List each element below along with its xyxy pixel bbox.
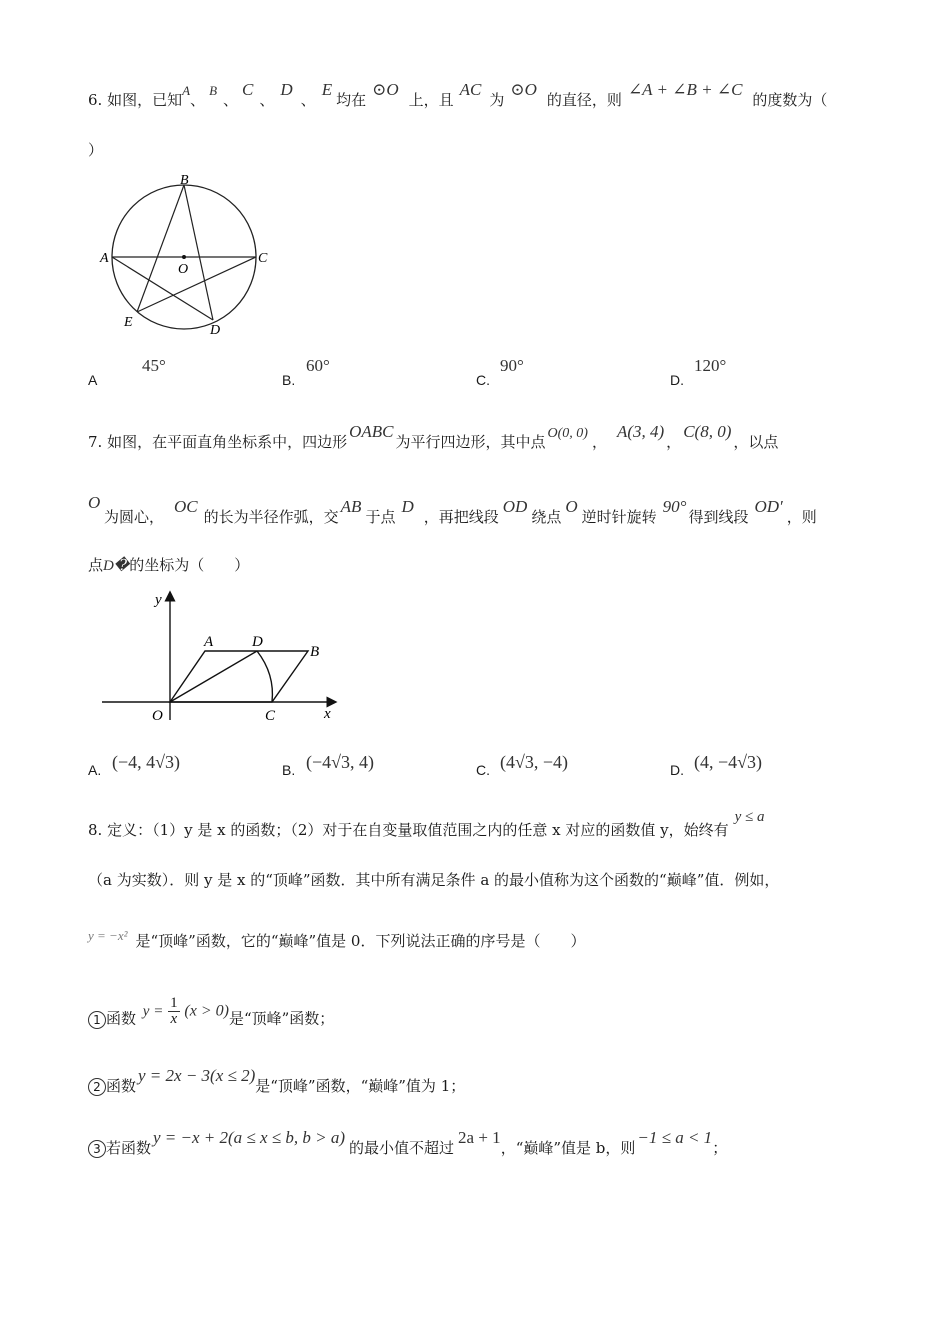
q6-C: C <box>242 80 254 99</box>
q7-text: 逆时针旋转 <box>581 508 657 526</box>
q6-sep: 、 <box>223 91 239 109</box>
q8-statement-3-number: 3 <box>88 1140 106 1158</box>
q8-text: 是“顶峰”函数，它的“巅峰”值是 0．下列说法正确的序号是（ ） <box>135 932 586 950</box>
q7-figure <box>100 588 350 726</box>
q6-sep: 、 <box>300 91 316 109</box>
q6-option-d-value: 120° <box>694 356 727 375</box>
q7-option-d-label: D. <box>670 762 684 778</box>
q8-text: ，“巅峰”值是 b，则 <box>500 1139 636 1157</box>
q7-option-b-value: (−4√3, 4) <box>306 752 375 772</box>
q6-text: 的直径，则 <box>546 91 622 109</box>
q6-circle-o: ⊙O <box>372 80 399 99</box>
q6-option-b-value: 60° <box>306 356 330 375</box>
q8-text: 函数 <box>106 1077 137 1095</box>
q7-text: ，则 <box>786 508 817 526</box>
q7-label-c: C <box>265 708 276 724</box>
q6-ac: AC <box>459 80 482 99</box>
q6-option-d-label: D. <box>670 372 684 388</box>
q6-text: 的度数为（ <box>752 91 828 109</box>
q6-figure <box>95 170 285 340</box>
q6-D: D <box>280 80 293 99</box>
q7-line1 <box>88 422 779 454</box>
q6-text: 为 <box>489 91 505 109</box>
q6-label-e: E <box>124 315 133 330</box>
q7-d: D <box>401 497 414 516</box>
q7-text: 为圆心， <box>104 508 165 526</box>
q8-text: 是“顶峰”函数； <box>228 1009 335 1028</box>
q6-line1 <box>88 80 828 111</box>
q8-statement-1-number: 1 <box>88 1011 106 1029</box>
q7-option-c-label: C. <box>476 762 490 778</box>
q6-label-b: B <box>180 173 189 188</box>
q7-text: 绕点 <box>531 508 562 526</box>
q8-text: 8. 定义：（1）y 是 x 的函数；（2）对于在自变量取值范围之内的任意 x 对应的函数值 y，始终有 <box>88 821 729 839</box>
q7-option-c-value: (4√3, −4) <box>500 752 569 772</box>
q7-od: OD <box>502 497 528 516</box>
q7-text: 7. 如图，在平面直角坐标系中，四边形 <box>88 433 348 451</box>
q7-sep: ， <box>591 433 607 451</box>
q8-s1-numerator: 1 <box>170 995 178 1011</box>
q8-text: ； <box>712 1139 728 1157</box>
q7-odp: OD′ <box>754 497 783 516</box>
q6-intro: 6. 如图，已知 <box>88 91 183 109</box>
q7-text: 为平行四边形，其中点 <box>395 433 546 451</box>
q7-text: ，再把线段 <box>423 508 499 526</box>
q7-dp: D� <box>103 558 130 574</box>
q6-circle-o2: ⊙O <box>510 80 537 99</box>
q6-label-a: A <box>100 251 109 266</box>
q7-label-a: A <box>204 634 214 650</box>
q6-sep: 、 <box>190 91 206 109</box>
q8-text: 若函数 <box>106 1139 152 1157</box>
q8-line1 <box>88 809 765 841</box>
q7-label-o: O <box>152 708 163 724</box>
q6-option-b-label: B. <box>282 372 296 388</box>
q8-y-le-a: y ≤ a <box>734 809 765 825</box>
q8-statement-2-number: 2 <box>88 1078 106 1096</box>
q8-statement-2 <box>88 1066 466 1096</box>
q7-text: ，以点 <box>733 433 779 451</box>
q7-option-b-label: B. <box>282 762 296 778</box>
q8-example: y = −x² <box>88 928 128 943</box>
q6-label-c: C <box>258 251 268 266</box>
q8-s1-denominator: x <box>170 1011 178 1027</box>
q7-arc-dc <box>257 651 272 702</box>
q6-label-d: D <box>210 323 221 338</box>
q8-statement-1 <box>88 995 335 1035</box>
q8-statement-3 <box>88 1128 728 1158</box>
q7-oabc: OABC <box>349 422 394 441</box>
q8-line3 <box>88 928 586 952</box>
q8-s3-bound: 2a + 1 <box>458 1128 501 1147</box>
q6-option-a-value: 45° <box>142 356 166 375</box>
q8-text: 的最小值不超过 <box>349 1139 455 1157</box>
q7-label-b: B <box>310 644 320 660</box>
q6-option-a-label: A <box>88 372 98 388</box>
q7-deg90: 90° <box>662 497 687 516</box>
q8-s1-fraction <box>168 996 180 1027</box>
q7-text: 的长为半径作弧，交 <box>203 508 339 526</box>
q7-option-a-value: (−4, 4√3) <box>112 752 181 772</box>
q7-option-a-label: A. <box>88 762 102 778</box>
q6-text: 上，且 <box>408 91 454 109</box>
q6-sep: 、 <box>259 91 275 109</box>
q6-close-paren: ） <box>88 141 104 159</box>
q8-s1-condition: (x > 0) <box>184 1002 229 1020</box>
q8-s1-y: y = <box>142 1003 164 1020</box>
q7-ab: AB <box>340 497 362 516</box>
q6-A: A <box>182 83 191 98</box>
q7-oc: OC <box>174 497 198 516</box>
q7-line3 <box>88 555 249 576</box>
q7-label-x: x <box>324 706 331 722</box>
q6-angle-sum: ∠A + ∠B + ∠C <box>627 80 743 99</box>
q8-s3-formula: y = −x + 2(a ≤ x ≤ b, b > a) <box>153 1128 346 1147</box>
q6-center-dot <box>182 255 186 259</box>
q6-option-c-value: 90° <box>500 356 524 375</box>
q7-a34: A(3, 4) <box>616 422 665 441</box>
q7-o00: O(0, 0) <box>547 426 588 441</box>
q6-label-o: O <box>178 262 189 277</box>
q7-label-d: D <box>252 634 263 650</box>
q7-option-d-value: (4, −4√3) <box>694 752 763 772</box>
q7-o: O <box>88 493 101 512</box>
q6-E: E <box>321 80 333 99</box>
q8-text: 是“顶峰”函数，“巅峰”值为 1； <box>255 1077 466 1095</box>
q7-segment-od <box>170 651 257 702</box>
q8-text: 函数 <box>106 1009 137 1028</box>
q8-line2: （a 为实数）．则 y 是 x 的“顶峰”函数．其中所有满足条件 a 的最小值称为这个函数的“巅峰”值．例如， <box>88 871 780 889</box>
q7-text: 的坐标为（ ） <box>129 556 250 574</box>
q7-c80: C(8, 0) <box>683 422 732 441</box>
q6-text: 均在 <box>336 91 367 109</box>
q7-line2 <box>88 493 817 527</box>
q6-option-c-label: C. <box>476 372 490 388</box>
q7-text: 得到线段 <box>688 508 749 526</box>
q7-text: 于点 <box>365 508 396 526</box>
q6-B: B <box>209 83 218 98</box>
q6-segment-bd <box>184 185 213 320</box>
q7-o2: O <box>565 497 578 516</box>
q7-text: 点 <box>88 556 104 574</box>
q7-sep: ， <box>666 433 682 451</box>
q7-parallelogram <box>170 651 308 702</box>
q8-s2-formula: y = 2x − 3(x ≤ 2) <box>138 1066 256 1085</box>
q8-s3-range: −1 ≤ a < 1 <box>637 1128 713 1147</box>
q6-segment-ad <box>112 257 213 320</box>
q7-label-y: y <box>155 592 162 608</box>
q8-s1-formula <box>143 996 229 1027</box>
